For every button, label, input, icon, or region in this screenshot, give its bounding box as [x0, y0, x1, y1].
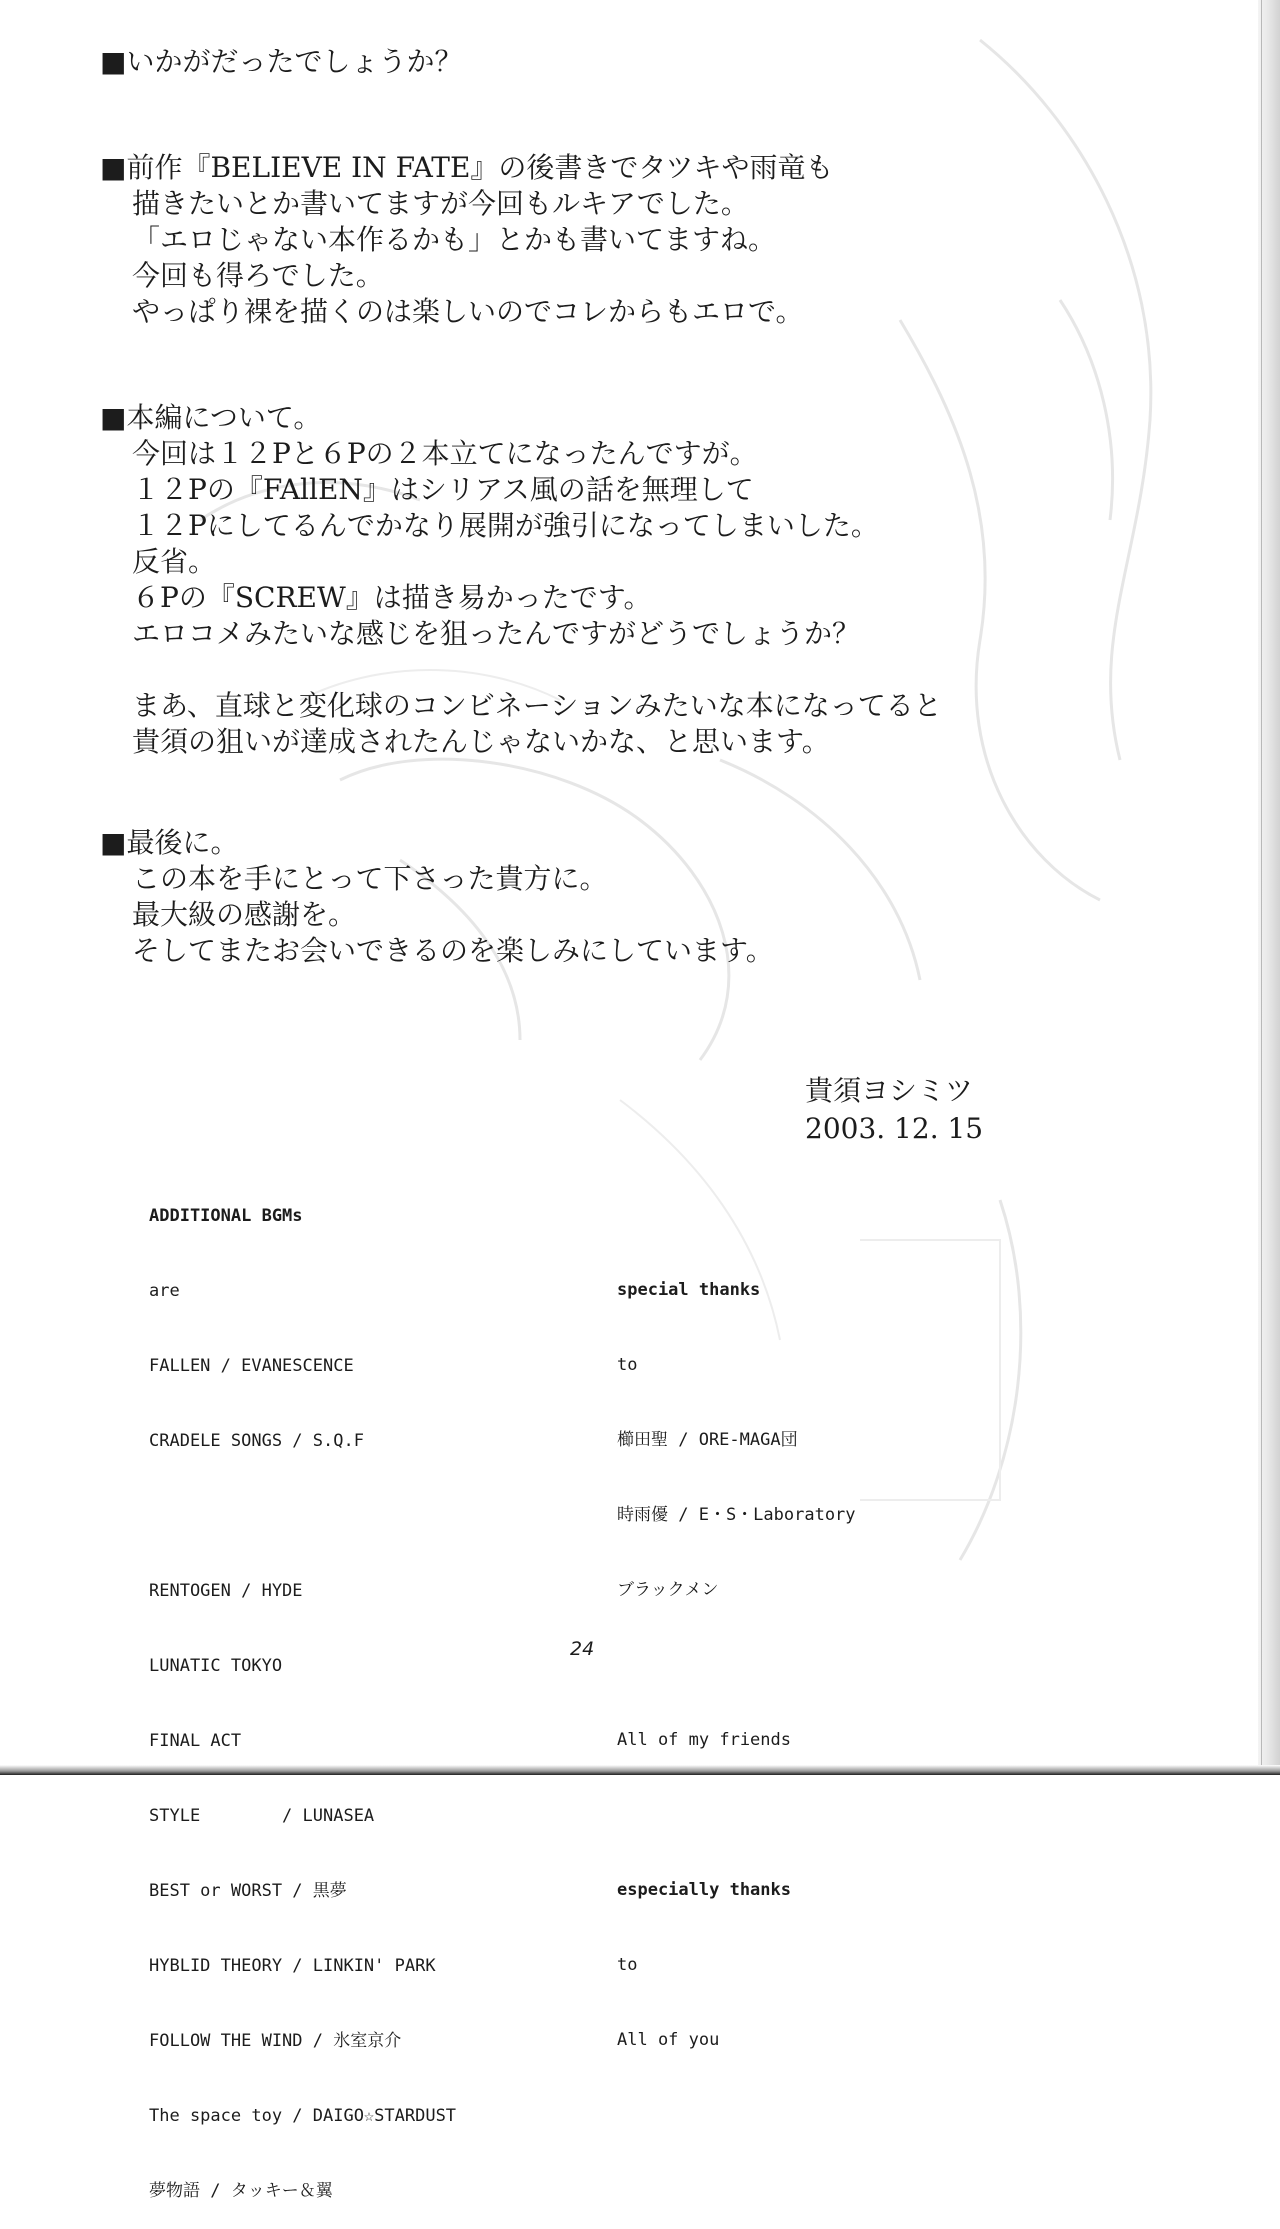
paragraph-line: 反省。 [132, 545, 217, 578]
paragraph-line: 貴須の狙いが達成されたんじゃないかな、と思います。 [132, 725, 830, 758]
bgm-credits [149, 1154, 456, 2229]
paragraph-line: 今回も得ろでした。 [132, 259, 384, 292]
section-heading: ■最後に。 [100, 826, 239, 859]
signature-block [805, 1072, 983, 1148]
thanks-line: to [617, 1355, 638, 1375]
bgm-title: ADDITIONAL BGMs [149, 1206, 303, 1226]
thanks-line-blank [617, 1653, 856, 1678]
thanks-line: All of my friends [617, 1730, 791, 1750]
paragraph-line: 最大級の感謝を。 [132, 898, 357, 931]
paragraph-line: まあ、直球と変化球のコンビネーションみたいな本になってると [132, 689, 942, 722]
paragraph-line: 「エロじゃない本作るかも」とかも書いてますね。 [132, 223, 777, 256]
paragraph-line: １２Pにしてるんでかなり展開が強引になってしまいした。 [132, 509, 879, 542]
thanks-line: 時雨優 / E・S・Laboratory [617, 1505, 856, 1525]
thanks-line-blank [617, 1803, 856, 1828]
paragraph-line: ６Pの『SCREW』は描き易かったです。 [132, 581, 652, 614]
bgm-line: 夢物語 / タッキー＆翼 [149, 2181, 333, 2201]
bgm-line: BEST or WORST / 黒夢 [149, 1881, 347, 1901]
bgm-line: The space toy / DAIGO☆STARDUST [149, 2106, 457, 2126]
page-bottom-edge [0, 1765, 1280, 1775]
paragraph-line: 描きたいとか書いてますが今回もルキアでした。 [132, 187, 749, 220]
section-intro [100, 44, 462, 80]
bgm-line: FOLLOW THE WIND / 氷室京介 [149, 2031, 402, 2051]
special-thanks-title: special thanks [617, 1280, 761, 1300]
bgm-line: HYBLID THEORY / LINKIN' PARK [149, 1956, 436, 1976]
signature-date: 2003. 12. 15 [805, 1112, 984, 1145]
bgm-line: RENTOGEN / HYDE [149, 1581, 303, 1601]
section-heading: ■いかがだったでしょうか？ [100, 45, 463, 78]
bgm-line: CRADELE SONGS / S.Q.F [149, 1431, 364, 1451]
page-edge-line [1261, 0, 1262, 1775]
section-main-story [100, 400, 942, 760]
author-name: 貴須ヨシミツ [805, 1074, 974, 1107]
bgm-line: FALLEN / EVANESCENCE [149, 1356, 354, 1376]
bgm-line: are [149, 1281, 180, 1301]
paragraph-line: 今回は１２Pと６Pの２本立てになったんですが。 [132, 437, 758, 470]
bgm-line-blank [149, 1504, 456, 1529]
paragraph-line: やっぱり裸を描くのは楽しいのでコレからもエロで。 [132, 295, 804, 328]
bgm-line: FINAL ACT [149, 1731, 242, 1751]
page-number: 24 [570, 1638, 595, 1660]
thanks-line: to [617, 1955, 638, 1975]
paragraph-line: エロコメみたいな感じを狙ったんですがどうでしょうか？ [132, 617, 861, 650]
section-heading: ■本編について。 [100, 401, 322, 434]
paragraph-line: そしてまたお会いできるのを楽しみにしています。 [132, 934, 774, 967]
paragraph-line: １２Pの『FAllEN』はシリアス風の話を無理して [132, 473, 754, 506]
bgm-line: LUNATIC TOKYO [149, 1656, 283, 1676]
bgm-line: STYLE / LUNASEA [149, 1806, 375, 1826]
thanks-line: All of you [617, 2030, 720, 2050]
section-previous-work [100, 150, 834, 330]
paragraph-line: この本を手にとって下さった貴方に。 [132, 862, 608, 895]
thanks-line: ブラックメン [617, 1580, 719, 1600]
section-heading: ■前作『BELIEVE IN FATE』の後書きでタツキや雨竜も [100, 151, 834, 184]
thanks-credits [617, 1228, 856, 2078]
paragraph-line-blank [132, 652, 942, 688]
thanks-line: 櫛田聖 / ORE-MAGA団 [617, 1430, 798, 1450]
especially-thanks-title: especially thanks [617, 1880, 791, 1900]
section-closing [100, 825, 774, 969]
